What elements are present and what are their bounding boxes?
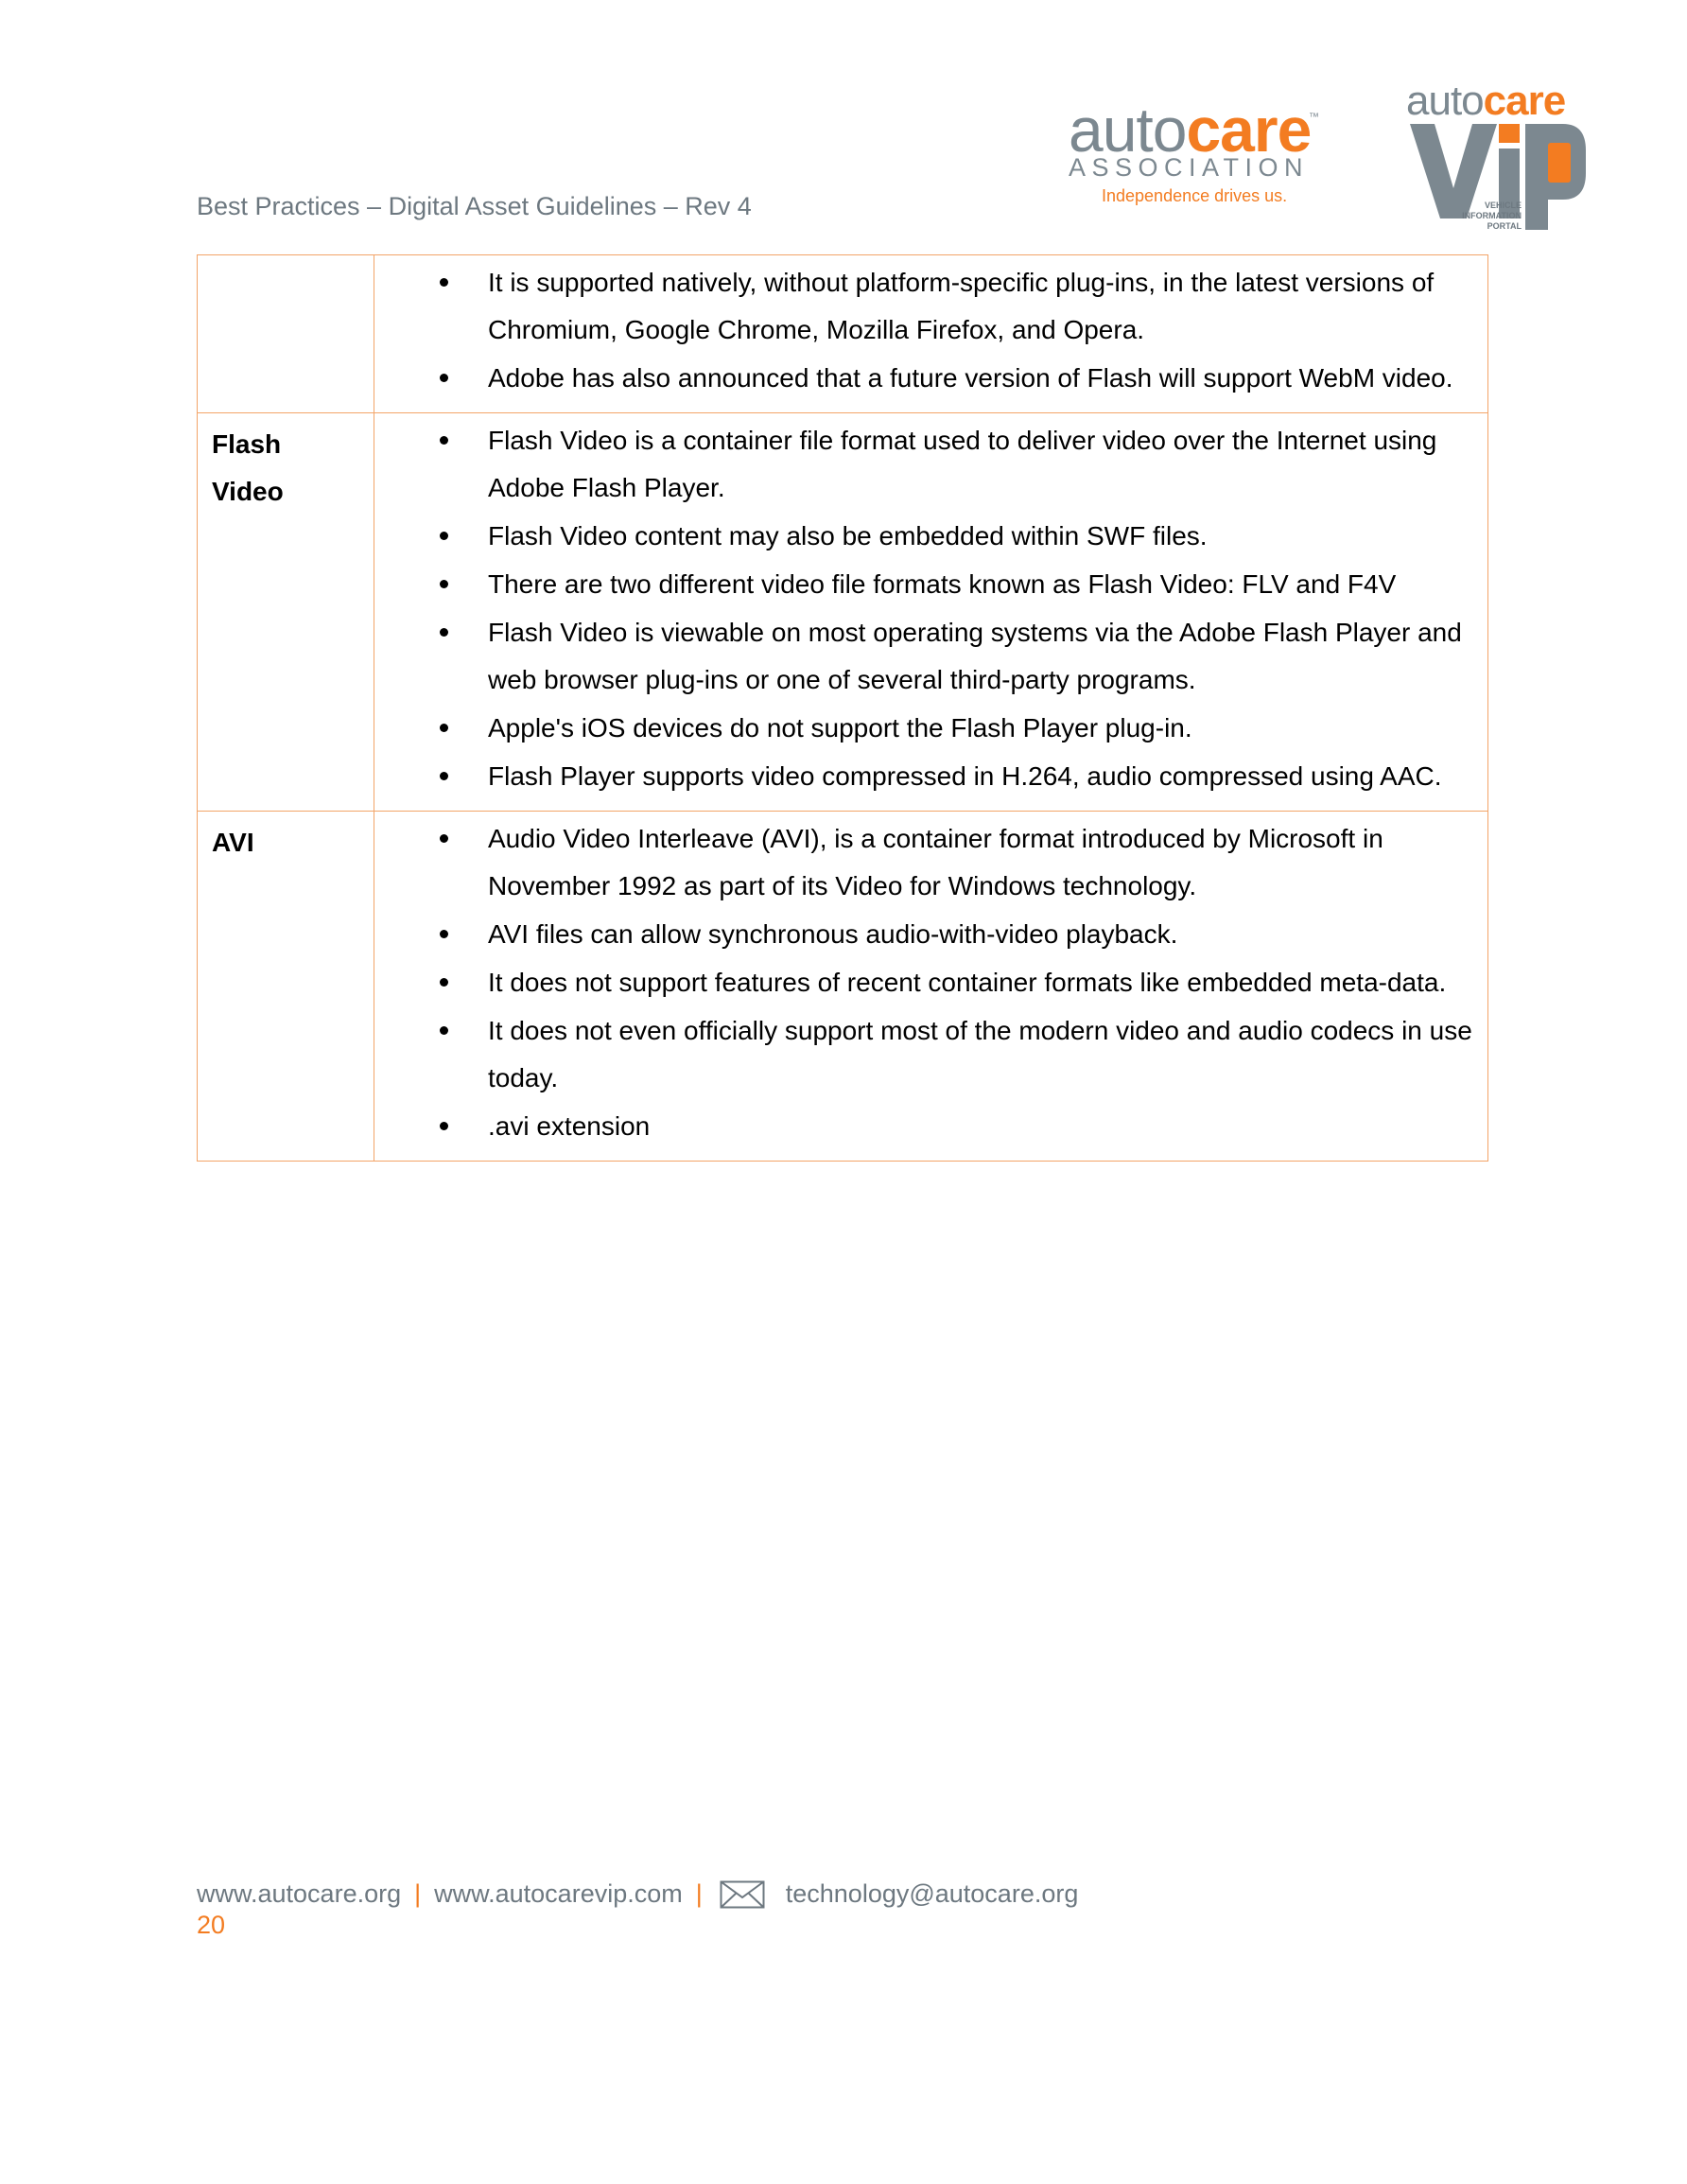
format-name: Flash Video — [212, 429, 284, 506]
vip-logo-wordmark — [1406, 80, 1565, 122]
format-details-cell — [374, 255, 1488, 413]
bullet-item: It does not even officially support most of the modern video and audio codecs in use today. — [199, 1007, 1478, 1102]
format-name: AVI — [212, 828, 254, 857]
bullet-item: .avi extension — [199, 1103, 1478, 1150]
bullet-list — [374, 255, 1487, 412]
vip-logo-auto: auto — [1406, 78, 1484, 124]
bullet-item: It does not support features of recent container formats like embedded meta-data. — [199, 959, 1478, 1006]
bullet-list — [374, 413, 1487, 811]
aca-logo-tagline: Independence drives us. — [1102, 186, 1288, 205]
bullet-item: Flash Video content may also be embedded within SWF files. — [199, 513, 1478, 560]
aca-logo-auto: auto — [1069, 95, 1187, 165]
vip-logo-care: care — [1483, 78, 1566, 124]
vip-logo-caption — [1406, 201, 1522, 232]
vip-caption-line2: INFORMATION — [1462, 211, 1522, 220]
mail-icon — [720, 1880, 765, 1909]
aca-logo-wordmark — [1069, 95, 1312, 165]
table-row — [198, 413, 1488, 812]
table-row — [198, 812, 1488, 1162]
vip-caption-line1: VEHICLE — [1484, 201, 1522, 210]
aca-logo-care: care — [1186, 95, 1312, 165]
bullet-item: Flash Video is a container file format used to deliver video over the Internet using Adobe Flash Player. — [199, 417, 1478, 512]
bullet-item: Flash Video is viewable on most operating systems via the Adobe Flash Player and web browser plug-ins or one of several third-party programs. — [199, 609, 1478, 704]
autocare-vip-logo — [1406, 80, 1591, 232]
vip-caption-line3: PORTAL — [1487, 221, 1522, 231]
footer-separator: | — [695, 1879, 703, 1908]
aca-logo-trademark: ™ — [1309, 112, 1319, 123]
bullet-item: It is supported natively, without platform-specific plug-ins, in the latest versions of Chromium, Google Chrome, Mozilla Firefox, and Opera. — [199, 259, 1478, 354]
aca-logo-subtitle: ASSOCIATION — [1069, 153, 1310, 182]
table-row — [198, 255, 1488, 413]
bullet-item: Flash Player supports video compressed in H.264, audio compressed using AAC. — [199, 753, 1478, 800]
autocare-association-logo — [1069, 95, 1329, 210]
bullet-item: Apple's iOS devices do not support the Flash Player plug-in. — [199, 705, 1478, 752]
bullet-list — [374, 812, 1487, 1161]
page-number: 20 — [197, 1911, 226, 1939]
format-details-cell — [374, 812, 1488, 1162]
footer-separator: | — [414, 1879, 422, 1908]
page-footer — [197, 1879, 1078, 1909]
bullet-item: There are two different video file formats known as Flash Video: FLV and F4V — [199, 561, 1478, 608]
footer-email-link[interactable]: technology@autocare.org — [785, 1879, 1079, 1908]
page-header-title: Best Practices – Digital Asset Guidelines – Rev 4 — [197, 192, 752, 220]
format-table — [197, 254, 1488, 1162]
format-details-cell — [374, 413, 1488, 812]
footer-link-autocarevip[interactable]: www.autocarevip.com — [434, 1879, 683, 1908]
bullet-item: Adobe has also announced that a future version of Flash will support WebM video. — [199, 355, 1478, 402]
footer-link-autocare[interactable]: www.autocare.org — [197, 1879, 402, 1908]
bullet-item: AVI files can allow synchronous audio-with-video playback. — [199, 911, 1478, 958]
bullet-item: Audio Video Interleave (AVI), is a container format introduced by Microsoft in November 1992 as part of its Video for Windows technology. — [199, 815, 1478, 910]
